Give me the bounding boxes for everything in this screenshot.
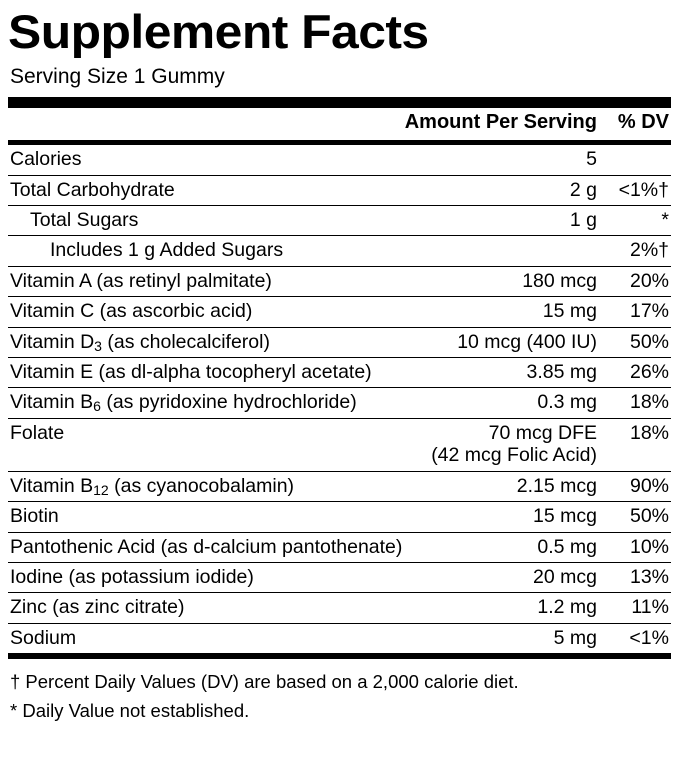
table-row bbox=[8, 358, 671, 388]
row-nutrient-name: Calories bbox=[8, 145, 422, 175]
footnote-daily-value-basis: † Percent Daily Values (DV) are based on a 2,000 calorie diet. bbox=[10, 671, 519, 693]
row-amount: 5 mg bbox=[422, 623, 603, 653]
row-percent-dv: 20% bbox=[603, 266, 671, 296]
nutrition-table-body bbox=[8, 108, 671, 140]
table-header-row bbox=[8, 108, 671, 140]
table-row bbox=[8, 266, 671, 296]
row-percent-dv: <1% bbox=[603, 623, 671, 653]
row-nutrient-name: Iodine (as potassium iodide) bbox=[8, 563, 422, 593]
nutrition-table bbox=[8, 108, 671, 140]
header-percent-dv: % DV bbox=[617, 111, 669, 134]
row-nutrient-name: Total Sugars bbox=[8, 205, 422, 235]
row-nutrient-name: Total Carbohydrate bbox=[8, 175, 422, 205]
row-nutrient-name: Vitamin $B_6$ (as pyridoxine hydrochloride) bbox=[8, 388, 422, 418]
row-amount bbox=[422, 236, 603, 266]
table-row bbox=[8, 327, 671, 357]
table-row bbox=[8, 388, 671, 418]
row-nutrient-name: Pantothenic Acid (as d-calcium pantothenate) bbox=[8, 532, 422, 562]
row-percent-dv: 11% bbox=[603, 593, 671, 623]
table-row bbox=[8, 593, 671, 623]
nutrient-rows-table bbox=[8, 145, 671, 654]
row-percent-dv: 18% bbox=[603, 388, 671, 418]
table-row bbox=[8, 205, 671, 235]
row-percent-dv: <1%† bbox=[603, 175, 671, 205]
row-amount: 1.2 mg bbox=[422, 593, 603, 623]
footnotes bbox=[8, 668, 671, 725]
row-nutrient-name: Vitamin E (as dl-alpha tocopheryl acetate) bbox=[8, 358, 422, 388]
row-amount: 3.85 mg bbox=[422, 358, 603, 388]
row-nutrient-name: Zinc (as zinc citrate) bbox=[8, 593, 422, 623]
divider-medium-bottom bbox=[8, 654, 671, 659]
table-row-continuation bbox=[8, 444, 671, 471]
row-nutrient-name: Vitamin C (as ascorbic acid) bbox=[8, 297, 422, 327]
row-nutrient-name: Vitamin A (as retinyl palmitate) bbox=[8, 266, 422, 296]
row-amount-secondary: (42 mcg Folic Acid) bbox=[422, 444, 603, 471]
table-row bbox=[8, 563, 671, 593]
row-amount: 1 g bbox=[422, 205, 603, 235]
row-percent-dv: 90% bbox=[603, 471, 671, 501]
panel-title: Supplement Facts bbox=[8, 5, 429, 58]
row-percent-dv-blank bbox=[603, 444, 671, 471]
row-percent-dv: 50% bbox=[603, 502, 671, 532]
row-percent-dv: 18% bbox=[629, 421, 669, 444]
table-row bbox=[8, 236, 671, 266]
row-percent-dv: 26% bbox=[603, 358, 671, 388]
table-row bbox=[8, 502, 671, 532]
row-percent-dv: 13% bbox=[603, 563, 671, 593]
row-amount: 0.3 mg bbox=[422, 388, 603, 418]
row-amount: 20 mcg bbox=[422, 563, 603, 593]
row-nutrient-name: Vitamin $B_{12}$ (as cyanocobalamin) bbox=[8, 471, 422, 501]
row-percent-dv: 10% bbox=[603, 532, 671, 562]
table-row bbox=[8, 623, 671, 653]
nutrient-rows-body bbox=[8, 145, 671, 654]
row-nutrient-name-blank bbox=[8, 444, 422, 471]
row-nutrient-name: Folate bbox=[10, 421, 65, 444]
row-nutrient-name: Includes 1 g Added Sugars bbox=[8, 236, 422, 266]
row-percent-dv: 50% bbox=[603, 327, 671, 357]
supplement-facts-panel bbox=[0, 5, 679, 774]
row-amount: 15 mg bbox=[422, 297, 603, 327]
row-amount: 2.15 mcg bbox=[422, 471, 603, 501]
footnote-no-daily-value: * Daily Value not established. bbox=[10, 699, 250, 721]
row-amount: 70 mcg DFE bbox=[488, 421, 597, 444]
row-amount: 5 bbox=[422, 145, 603, 175]
table-row bbox=[8, 145, 671, 175]
row-amount: 2 g bbox=[422, 175, 603, 205]
table-row bbox=[8, 418, 671, 444]
row-nutrient-name: Vitamin $D_3$ (as cholecalciferol) bbox=[8, 327, 422, 357]
row-amount: 15 mcg bbox=[422, 502, 603, 532]
serving-size: Serving Size 1 Gummy bbox=[10, 65, 225, 88]
row-nutrient-name: Sodium bbox=[8, 623, 422, 653]
table-row bbox=[8, 175, 671, 205]
row-percent-dv: 2%† bbox=[603, 236, 671, 266]
row-percent-dv bbox=[603, 145, 671, 175]
table-row bbox=[8, 471, 671, 501]
row-percent-dv: 17% bbox=[603, 297, 671, 327]
table-row bbox=[8, 532, 671, 562]
row-percent-dv: * bbox=[603, 205, 671, 235]
divider-thick-top bbox=[8, 97, 671, 108]
table-row bbox=[8, 297, 671, 327]
row-amount: 10 mcg (400 IU) bbox=[422, 327, 603, 357]
header-amount-per-serving: Amount Per Serving bbox=[404, 111, 597, 134]
row-amount: 0.5 mg bbox=[422, 532, 603, 562]
row-amount: 180 mcg bbox=[422, 266, 603, 296]
row-nutrient-name: Biotin bbox=[8, 502, 422, 532]
